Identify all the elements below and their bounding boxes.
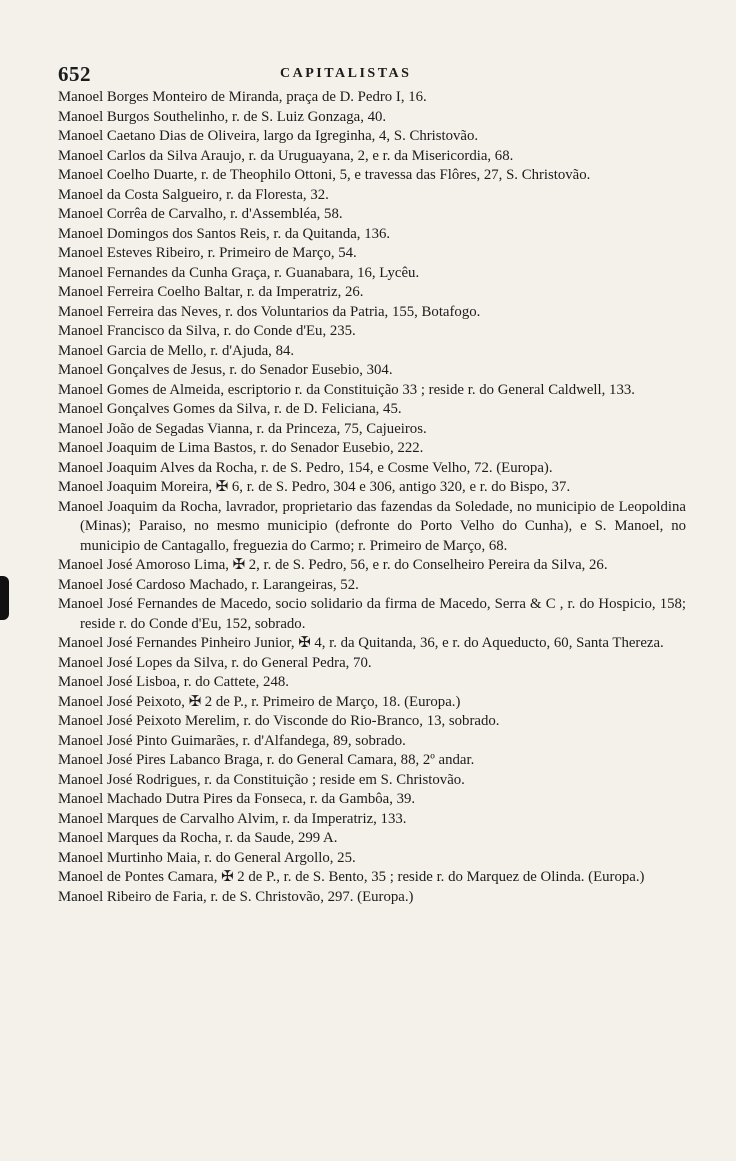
directory-entry: Manoel da Costa Salgueiro, r. da Floresta, 32. [58, 186, 329, 203]
directory-entry: Manoel José Pinto Guimarães, r. d'Alfandega, 89, sobrado. [58, 732, 406, 749]
directory-entry: Manoel José Pires Labanco Braga, r. do General Camara, 88, 2º andar. [58, 752, 475, 768]
directory-entry: Manoel Marques da Rocha, r. da Saude, 299 A. [58, 830, 338, 846]
directory-entry: Manoel Joaquim Moreira, ✠ 6, r. de S. Pedro, 304 e 306, antigo 320, e r. do Bispo, 37. [58, 479, 571, 495]
directory-entry: Manoel José Peixoto, ✠ 2 de P., r. Primeiro de Março, 18. (Europa.) [58, 693, 461, 710]
directory-entry: Manoel José Amoroso Lima, ✠ 2, r. de S. Pedro, 56, e r. do Conselheiro Pereira da Silva, 26. [58, 557, 608, 573]
directory-entry: Manoel Fernandes da Cunha Graça, r. Guanabara, 16, Lycêu. [58, 264, 420, 281]
directory-entry: Manoel de Pontes Camara, ✠ 2 de P., r. de S. Bento, 35 ; reside r. do Marquez de Olinda. (Europa.) [58, 869, 645, 885]
directory-entry: Manoel Caetano Dias de Oliveira, largo da Igreginha, 4, S. Christovão. [58, 128, 479, 144]
directory-entry: Manoel Burgos Southelinho, r. de S. Luiz Gonzaga, 40. [58, 108, 387, 125]
directory-entry: Manoel João de Segadas Vianna, r. da Princeza, 75, Cajueiros. [58, 420, 427, 437]
margin-ink-mark [0, 576, 9, 620]
directory-entry: Manoel Joaquim Alves da Rocha, r. de S. Pedro, 154, e Cosme Velho, 72. (Europa). [58, 459, 553, 476]
directory-entries [58, 88, 686, 907]
directory-entry: Manoel José Lopes da Silva, r. do General Pedra, 70. [58, 654, 372, 671]
page-header [50, 62, 690, 86]
running-title: CAPITALISTAS [280, 66, 412, 81]
directory-entry: Manoel Domingos dos Santos Reis, r. da Quitanda, 136. [58, 225, 391, 242]
directory-entry: Manoel José Rodrigues, r. da Constituição ; reside em S. Christovão. [58, 771, 465, 788]
directory-entry: Manoel Ferreira Coelho Baltar, r. da Imperatriz, 26. [58, 284, 364, 300]
directory-entry: Manoel Marques de Carvalho Alvim, r. da Imperatriz, 133. [58, 810, 407, 827]
directory-entry: Manoel Borges Monteiro de Miranda, praça de D. Pedro I, 16. [58, 89, 427, 105]
directory-entry: Manoel Francisco da Silva, r. do Conde d'Eu, 235. [58, 323, 356, 339]
directory-entry: Manoel Ribeiro de Faria, r. de S. Christovão, 297. (Europa.) [58, 888, 414, 905]
directory-entry: Manoel Gomes de Almeida, escriptorio r. da Constituição 33 ; reside r. do General Caldwell, 133. [58, 381, 635, 398]
directory-entry: Manoel Carlos da Silva Araujo, r. da Uruguayana, 2, e r. da Misericordia, 68. [58, 147, 514, 164]
page-number: 652 [58, 62, 91, 86]
directory-entry: Manoel Ferreira das Neves, r. dos Voluntarios da Patria, 155, Botafogo. [58, 303, 481, 320]
directory-entry: Manoel Gonçalves de Jesus, r. do Senador Eusebio, 304. [58, 362, 393, 378]
directory-entry: Manoel Joaquim da Rocha, lavrador, proprietario das fazendas da Soledade, no municipio de Leopoldina (Minas); Paraiso, no mesmo municipio (defronte do Porto Velho do Cunha), e S. Manoel, no municipio de Cantagallo, freguezia do Carmo; r. Primeiro de Março, 68. [58, 498, 686, 554]
directory-entry: Manoel Esteves Ribeiro, r. Primeiro de Março, 54. [58, 245, 357, 261]
directory-entry: Manoel José Fernandes Pinheiro Junior, ✠ 4, r. da Quitanda, 36, e r. do Aqueducto, 60, Santa Thereza. [58, 635, 664, 651]
directory-entry: Manoel José Peixoto Merelim, r. do Visconde do Rio-Branco, 13, sobrado. [58, 713, 500, 729]
directory-entry: Manoel Garcia de Mello, r. d'Ajuda, 84. [58, 342, 295, 359]
directory-entry: Manoel Machado Dutra Pires da Fonseca, r. da Gambôa, 39. [58, 791, 416, 807]
directory-entry: Manoel Joaquim de Lima Bastos, r. do Senador Eusebio, 222. [58, 440, 424, 456]
directory-entry: Manoel Gonçalves Gomes da Silva, r. de D. Feliciana, 45. [58, 401, 402, 417]
directory-entry: Manoel José Fernandes de Macedo, socio solidario da firma de Macedo, Serra & C , r. do Hospicio, 158; reside r. do Conde d'Eu, 152, sobrado. [58, 596, 686, 632]
directory-entry: Manoel José Cardoso Machado, r. Larangeiras, 52. [58, 576, 359, 593]
directory-entry: Manoel Murtinho Maia, r. do General Argollo, 25. [58, 849, 356, 866]
directory-entry: Manoel Corrêa de Carvalho, r. d'Assembléa, 58. [58, 206, 343, 222]
directory-entry: Manoel Coelho Duarte, r. de Theophilo Ottoni, 5, e travessa das Flôres, 27, S. Christovão. [58, 167, 591, 183]
directory-entry: Manoel José Lisboa, r. do Cattete, 248. [58, 674, 289, 690]
